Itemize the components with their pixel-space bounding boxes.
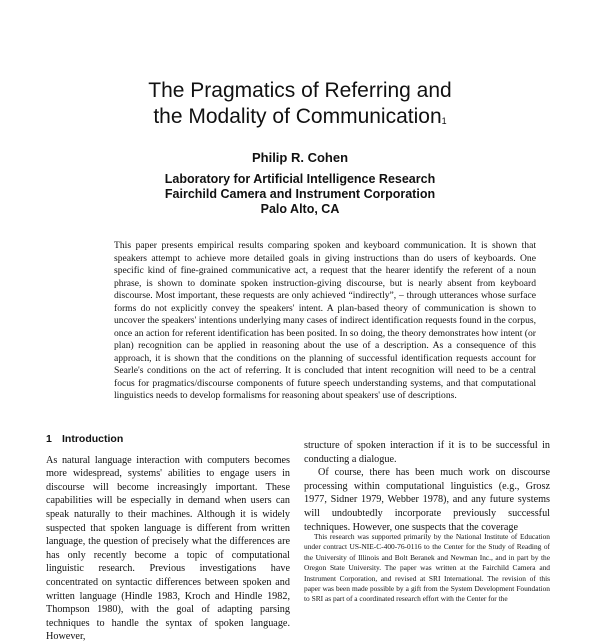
left-column <box>46 433 290 644</box>
title-line-1: The Pragmatics of Referring and <box>148 79 452 102</box>
right-column <box>304 439 550 534</box>
title-line-2 <box>0 104 600 130</box>
footnote: This research was supported primarily by the National Institute of Education under contract US-NIE-C-400-76-0116 to the Center for the Study of Reading of the University of Illinois and Bolt Beranek and Newman Inc., and in part by the Oregon State University. The paper was written at the Fairchild Camera and Instrument Corporation, and revised at SRI International. The revision of this paper was been made possible by a gift from the System Development Foundation to SRI as part of a coordinated research effort with the Center for the <box>304 532 550 604</box>
affiliation-org: Fairchild Camera and Instrument Corporation <box>164 187 436 201</box>
title-footnote-mark: 1 <box>441 116 447 126</box>
author-affiliation <box>0 172 600 217</box>
affiliation-lab: Laboratory for Artificial Intelligence Research <box>164 172 436 186</box>
paper-title <box>0 78 600 130</box>
author-name: Philip R. Cohen <box>251 150 349 165</box>
affiliation-city: Palo Alto, CA <box>260 202 340 216</box>
abstract <box>114 240 536 403</box>
body-paragraph-left: As natural language interaction with computers becomes more widespread, systems' abilities to engage users in discourse will become increasingly important. These capabilities will be especially in demand when users can speak naturally to their machines. Although it is widely suspected that spoken language is different from written language, the question of precisely what the differences are has only recently become a topic of computational linguistic research. Previous investigations have concentrated on syntactic differences between spoken and written language (Hindle 1983, Kroch and Hindle 1982, Thompson 1980), with the goal of adapting parsing techniques to handle the syntax of spoken language. However, <box>46 454 290 643</box>
section-title: Introduction <box>62 433 124 445</box>
abstract-paragraph: This paper presents empirical results comparing spoken and keyboard communication. It is shown that speakers attempt to achieve more detailed goals in giving instructions than do users of keyboards. One specific kind of fine-grained communicative act, a request that the hearer identify the referent of a noun phrase, is shown to dominate spoken instruction-giving discourse, but is nearly absent from keyboard discourse. Most important, these requests are only achieved “indirectly”, – through utterances whose surface forms do not explicitly convey the speakers' intent. A plan-based theory of communication is shown to uncover the speakers' intentions underlying many cases of indirect identification requests found in the corpus, once an action for referent identification has been posited. In so doing, the theory demonstrates how intent (or plan) recognition can be applied in reasoning about the use of a description. As a consequence of this approach, it is shown that the conditions on the planning of successful identification requests account for Searle's conditions on the act of referring. It is concluded that intent recognition will need to be a central focus for pragmatics/discourse components of future speech understanding systems, and that computational linguistics needs to develop formalisms for reasoning about speakers' use of descriptions. <box>114 240 536 401</box>
section-heading <box>46 433 290 447</box>
body-paragraph-right-2: Of course, there has been much work on discourse processing within computational linguistics (e.g., Grosz 1977, Sidner 1979, Webber 1978), and any future systems will undoubtedly incorporate previously successful techniques. However, one suspects that the coverage <box>304 467 550 533</box>
body-paragraph-right-1: structure of spoken interaction if it is to be successful in conducting a dialogue. <box>304 440 550 465</box>
section-number: 1 <box>46 433 52 445</box>
title-line-2-text: the Modality of Communication <box>153 105 442 128</box>
